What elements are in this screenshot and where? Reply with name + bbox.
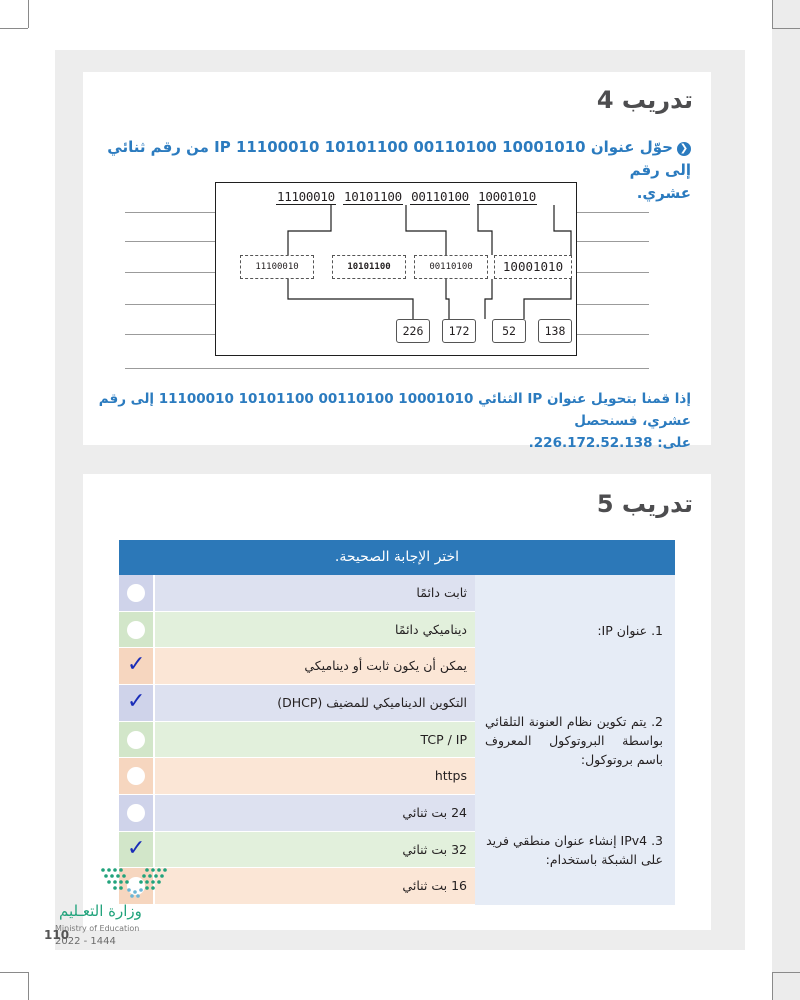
answer-option[interactable]: [119, 758, 475, 795]
answer-option[interactable]: [119, 648, 475, 685]
question-label: 1. عنوان IP:: [597, 622, 663, 638]
option-radio[interactable]: [119, 575, 153, 612]
ministry-name-english: Ministry of Education: [55, 924, 140, 933]
checkmark-icon[interactable]: ✓: [127, 689, 146, 714]
radio-empty-icon[interactable]: [127, 584, 145, 602]
edition-year: 2022 - 1444: [55, 936, 116, 947]
page-number: 110: [44, 928, 70, 942]
multiple-choice-table: [119, 540, 675, 905]
question-group: [119, 685, 675, 795]
binary-ip-address: [276, 189, 537, 205]
exercise-4-answer: [91, 388, 691, 454]
crop-mark: [0, 972, 28, 973]
answer-option[interactable]: [119, 722, 475, 759]
option-label: 24 بت ثنائي: [155, 795, 475, 832]
option-label: https: [155, 758, 475, 795]
table-header: اختر الإجابة الصحيحة.: [119, 540, 675, 575]
option-radio[interactable]: [119, 758, 153, 795]
radio-empty-icon[interactable]: [127, 731, 145, 749]
crop-mark: [0, 28, 28, 29]
option-label: ثابت دائمًا: [155, 575, 475, 612]
exercise-4-card: [83, 72, 711, 451]
crop-mark: [772, 972, 800, 973]
question-text: [475, 575, 675, 685]
answer-line-1: إذا قمنا بتحويل عنوان IP الثنائي 10001010 00110100 10101100 11100010 إلى رقم عشري، فسنحصل: [98, 391, 691, 429]
option-radio[interactable]: [119, 648, 153, 685]
decimal-box: 138: [538, 319, 572, 343]
question-label: 2. يتم تكوين نظام العنونة التلقائي بواسطة البروتوكول المعروف باسم بروتوكول:: [485, 713, 663, 767]
answer-line-2: على: 226.172.52.138.: [528, 435, 691, 451]
page-edge-strip: [772, 0, 800, 1000]
option-radio[interactable]: [119, 722, 153, 759]
question-line-1: حوّل عنوان IP 11100010 10101100 00110100 10001010 من رقم ثنائي إلى رقم: [107, 138, 691, 179]
ministry-of-education-logo: [55, 862, 195, 952]
question-group: [119, 575, 675, 685]
question-label: 3. IPv4 إنشاء عنوان منطقي فريد على الشبكة باستخدام:: [486, 833, 663, 867]
writing-line: [125, 368, 649, 369]
answer-option[interactable]: [119, 575, 475, 612]
crop-mark: [28, 0, 29, 28]
binary-octet: 10101100: [344, 189, 402, 204]
checkmark-icon[interactable]: ✓: [127, 652, 146, 678]
checkmark-icon[interactable]: ✓: [127, 835, 146, 861]
binary-octet: 11100010: [277, 189, 335, 204]
moe-emblem-icon: [55, 862, 195, 902]
octet-box: 10101100: [332, 255, 406, 279]
radio-empty-icon[interactable]: [127, 804, 145, 822]
option-radio[interactable]: [119, 795, 153, 832]
question-text: [475, 795, 675, 905]
option-radio[interactable]: [119, 685, 153, 722]
option-label: التكوين الديناميكي للمضيف (DHCP): [155, 685, 475, 722]
decimal-box: 172: [442, 319, 476, 343]
option-radio[interactable]: [119, 612, 153, 649]
binary-octet: 10001010: [478, 189, 536, 204]
radio-empty-icon[interactable]: [127, 621, 145, 639]
answer-option[interactable]: [119, 612, 475, 649]
ip-conversion-diagram: [215, 182, 577, 356]
question-text: [475, 685, 675, 795]
exercise-4-title: تدريب 4: [596, 86, 693, 114]
answer-option[interactable]: [119, 795, 475, 832]
octet-box: 00110100: [414, 255, 488, 279]
answer-option[interactable]: [119, 685, 475, 722]
exercise-5-title: تدريب 5: [596, 490, 693, 518]
option-label: 16 بت ثنائي: [155, 868, 475, 905]
binary-octet: 00110100: [411, 189, 469, 204]
question-group: [119, 795, 675, 905]
crop-mark: [28, 972, 29, 1000]
decimal-box: 226: [396, 319, 430, 343]
crop-mark: [772, 0, 773, 28]
question-line-2: عشري.: [636, 184, 691, 202]
ministry-name-arabic: وزارة التعـليم: [59, 902, 142, 920]
decimal-box: 52: [492, 319, 526, 343]
chevron-left-icon: ❮: [677, 142, 691, 156]
option-label: 32 بت ثنائي: [155, 832, 475, 869]
octet-box: 10001010: [494, 255, 572, 279]
option-label: يمكن أن يكون ثابت أو ديناميكي: [155, 648, 475, 685]
option-label: TCP / IP: [155, 722, 475, 759]
crop-mark: [772, 28, 800, 29]
crop-mark: [772, 972, 773, 1000]
octet-box: 11100010: [240, 255, 314, 279]
option-label: ديناميكي دائمًا: [155, 612, 475, 649]
radio-empty-icon[interactable]: [127, 767, 145, 785]
